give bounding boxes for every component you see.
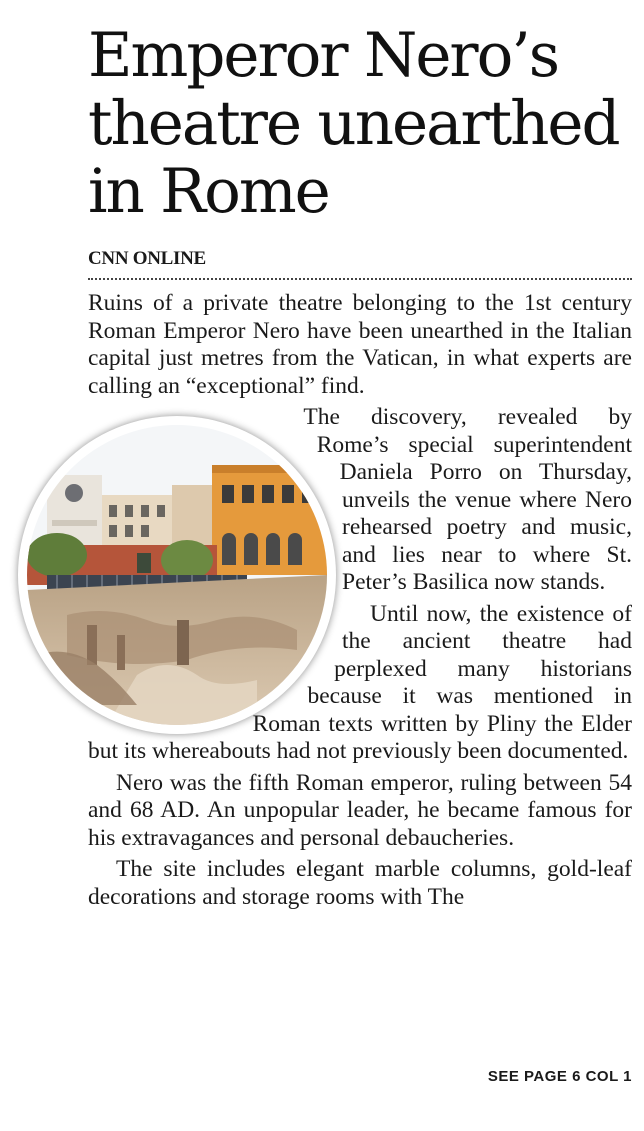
excavation-image xyxy=(27,425,327,725)
byline: CNN ONLINE xyxy=(88,248,206,269)
continuation-note: SEE PAGE 6 COL 1 xyxy=(487,1068,632,1085)
paragraph-4: Nero was the fifth Roman emperor, ruling between 54 and 68 AD. An unpopular leader, he became famous for his extravagances and personal debaucheries. xyxy=(88,769,632,851)
photo-container xyxy=(18,416,336,734)
paragraph-3: Until now, the existence of the ancient theatre had perplexed many historians because it was mentioned in Roman texts written by Pliny the Elder but its whereabouts had not previously been documented. xyxy=(88,600,632,764)
paragraph-5: The site includes elegant marble columns, gold-leaf decorations and storage rooms with The xyxy=(88,856,632,910)
article xyxy=(88,22,632,911)
article-body xyxy=(88,290,632,911)
paragraph-2: The discovery, revealed by Rome’s special superintendent Daniela Porro on Thursday, unveils the venue where Nero rehearsed poetry and music, and lies near to where St. Peter’s Basilica now stands. xyxy=(303,404,632,595)
excavation-photo xyxy=(18,416,336,734)
headline: Emperor Nero’s theatre unearthed in Rome xyxy=(88,20,619,227)
dotted-divider xyxy=(88,278,632,280)
paragraph-1: Ruins of a private theatre belonging to the 1st century Roman Emperor Nero have been unearthed in the Italian capital just metres from the Vatican, in what experts are calling an “exceptional” find. xyxy=(88,290,632,399)
